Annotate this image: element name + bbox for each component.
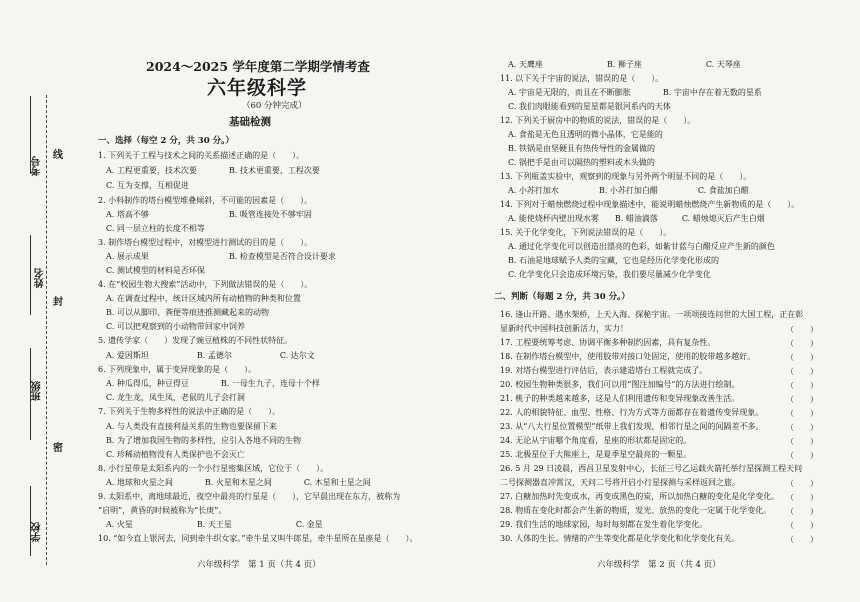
question-4: 4. 在“校园生物大搜索”活动中，下列做法错误的是（ ）。	[98, 280, 313, 289]
question-13-options: A. 小苏打加水 B. 小苏打加白醋 C. 食盐加白醋	[508, 186, 749, 195]
page-2-footer: 六年级科学 第 2 页（共 4 页）	[597, 560, 721, 570]
question-8-options: A. 地球和火星之间 B. 火星和木星之间 C. 木星和土星之间	[106, 478, 371, 487]
question-15-option-a: A. 通过化学变化可以创造出漂亮的色彩，如紫甘蓝与白醋反应产生新的颜色	[508, 242, 775, 251]
question-9: 9. 太阳系中，离地球最近，夜空中最亮的行星是（ ），它早晨出现在东方，被称为	[98, 492, 401, 501]
judgment-22: 22. 人的相貌特征、血型、性格、行为方式等方面都存在着遗传变异现象。	[500, 408, 764, 417]
exam-number-label: 考号	[32, 156, 43, 176]
question-4-option-a: A. 在调查过程中，统计区域内所有动植物的种类和位置	[106, 294, 301, 303]
exam-term-title: 2024～2025 学年度第二学期学情考查	[146, 59, 370, 74]
question-5: 5. 遗传学家（ ）发现了豌豆植株的不同性状特征。	[98, 336, 293, 345]
question-11: 11. 以下关于宇宙的说法，错误的是（ ）。	[500, 74, 664, 83]
class-label: 班级	[32, 381, 43, 401]
question-15-option-b: B. 石油是地球赋予人类的宝藏，它也是经历化学变化形成的	[508, 256, 719, 265]
name-field-line	[30, 235, 31, 315]
answer-blank-24[interactable]: （ ）	[786, 437, 818, 446]
question-9-continued: “启明”，黄昏的时候被称为“长庚”。	[98, 506, 227, 515]
answer-blank-29[interactable]: （ ）	[786, 521, 818, 530]
seal-dashed-line	[46, 95, 47, 565]
answer-blank-26[interactable]: （ ）	[786, 479, 818, 488]
answer-blank-28[interactable]: （ ）	[786, 507, 818, 516]
question-7-option-b: B. 为了增加我国生物的多样性，应引入各地不同的生物	[106, 436, 301, 445]
question-4-option-c: C. 可以把观察到的小动物带回家中饲养	[106, 322, 245, 331]
question-14: 14. 下列对于蜡烛燃烧过程中现象描述中，能说明蜡烛燃烧产生新物质的是（ ）。	[500, 200, 800, 209]
question-1-options-ab: A. 工程更重要，技术次要 B. 技术更重要，工程次要	[106, 166, 320, 175]
question-12-option-c: C. 锅把手是由可以隔热的塑料或木头做的	[508, 158, 655, 167]
seal-char-line: 线	[53, 150, 63, 161]
judgment-16-continued: 显新时代中国科技创新活力，实力！	[500, 324, 628, 333]
judgment-28: 28. 物质在变化时都会产生新的物质，发光、放热的变化一定属于化学变化。	[500, 506, 772, 515]
section-choice-heading: 一、选择（每空 2 分，共 30 分。）	[98, 136, 234, 146]
answer-blank-18[interactable]: （ ）	[786, 353, 818, 362]
binding-margin	[0, 0, 78, 602]
answer-blank-20[interactable]: （ ）	[786, 381, 818, 390]
school-field-line	[30, 486, 31, 556]
page-1	[92, 0, 488, 602]
question-6-option-c: C. 龙生龙，凤生凤，老鼠的儿子会打洞	[106, 393, 245, 402]
question-12-option-b: B. 铁锅是由坚硬且有热传导性的金属做的	[508, 144, 655, 153]
exam-number-field-line	[30, 96, 31, 174]
question-6-options-ab: A. 种瓜得瓜，种豆得豆 B. 一母生九子，连母十个样	[106, 379, 320, 388]
question-11-option-c: C. 我们肉眼能看到的星星都是银河系内的天体	[508, 102, 671, 111]
judgment-21: 21. 桃子的种类越来越多，这是人们利用遗传和变异现象改善生活。	[500, 394, 740, 403]
question-1-option-c: C. 互为支撑，互相促进	[106, 181, 189, 190]
exam-subject-title: 六年级科学	[207, 77, 308, 99]
question-15: 15. 关于化学变化，下列说法错误的是（ ）。	[500, 228, 672, 237]
judgment-25: 25. 北极星位于大熊座上，是夏季星空最亮的一颗星。	[500, 450, 692, 459]
question-10-options: A. 天鹰座 B. 狮子座 C. 天琴座	[508, 60, 741, 69]
question-7-option-a: A. 与人类没有直接利益关系的生物也要保留下来	[106, 422, 277, 431]
answer-blank-23[interactable]: （ ）	[786, 423, 818, 432]
page-2	[494, 0, 834, 602]
judgment-18: 18. 在制作塔台模型中，使用胶带对接口处固定，使用的胶带越多越好。	[500, 352, 756, 361]
answer-blank-25[interactable]: （ ）	[786, 451, 818, 460]
answer-blank-17[interactable]: （ ）	[786, 339, 818, 348]
question-14-options: A. 能使烧杯内壁出现水雾 B. 蜡油滴落 C. 蜡烛熄灭后产生白烟	[508, 214, 765, 223]
judgment-27: 27. 白糖加热时先变成水，再变成黑色的炭，所以加热白糖的变化是化学变化。	[500, 492, 780, 501]
question-15-option-c: C. 化学变化只会造成环境污染，我们要尽量减少化学变化	[508, 270, 711, 279]
question-7: 7. 下列关于生物多样性的说法中正确的是（ ）。	[98, 407, 281, 416]
question-4-option-b: B. 可以从脚印、粪便等痕迹推测藏起来的动物	[106, 308, 269, 317]
question-9-options: A. 火星 B. 天王星 C. 金星	[106, 520, 323, 529]
answer-blank-16[interactable]: （ ）	[786, 325, 818, 334]
judgment-26-continued: 二号探测器直冲霄汉，天问二号将开启小行星探测与采样返回之旅。	[500, 478, 740, 487]
judgment-20: 20. 校园生物种类很多，我们可以用“图注加编号”的方法进行绘制。	[500, 380, 740, 389]
judgment-16: 16. 逢山开路、遇水架桥，上天入海、探秘宇宙。一项项接连问世的大国工程，正在彰	[500, 310, 804, 319]
answer-blank-21[interactable]: （ ）	[786, 395, 818, 404]
judgment-30: 30. 人体的生长、情绪的产生等变化都是化学变化和化学变化有关。	[500, 534, 740, 543]
question-10: 10. “如今直上银河去，同到牵牛织女家。”牵牛星又叫牛郎星，牵牛星所在星座是（ ）。	[98, 534, 418, 543]
class-field-line	[30, 348, 31, 440]
question-6: 6. 下列现象中，属于变异现象的是（ ）。	[98, 365, 257, 374]
question-13: 13. 下列瓶盖实验中，观察到的现象与另外两个明显不同的是（ ）。	[500, 172, 752, 181]
basic-test-heading: 基础检测	[229, 116, 271, 128]
question-8: 8. 小行星带是太阳系内的一个小行星密集区域，它位于（ ）。	[98, 464, 329, 473]
judgment-24: 24. 无论从宇宙哪个角度看，星座的形状都是固定的。	[500, 436, 692, 445]
question-12: 12. 下列关于厨房中的物质的说法，错误的是（ ）。	[500, 116, 696, 125]
question-5-options: A. 爱因斯坦 B. 孟德尔 C. 达尔文	[106, 351, 315, 360]
question-7-option-c: C. 珍稀动植物没有人类保护也不会灭亡	[106, 450, 245, 459]
question-2: 2. 小科制作的塔台模型堆叠倾斜，不可能的因素是（ ）。	[98, 196, 313, 205]
section-judgment-heading: 二、判断（每题 2 分，共 30 分。）	[494, 292, 630, 302]
question-1: 1. 下列关于工程与技术之间的关系描述正确的是（ ）。	[98, 151, 305, 160]
seal-char-mi: 密	[53, 443, 63, 454]
school-label: 学校	[32, 522, 43, 542]
name-label: 姓名	[35, 268, 46, 288]
judgment-17: 17. 工程要统筹考虑、协调平衡多种制约因素，具有复杂性。	[500, 338, 716, 347]
question-3-options-ab: A. 展示成果 B. 检查模型是否符合设计要求	[106, 252, 336, 261]
judgment-26: 26. 5 月 29 日凌晨，西昌卫星发射中心，长征三号乙运载火箭托举行星探测工程天问	[500, 464, 803, 473]
answer-blank-30[interactable]: （ ）	[786, 535, 818, 544]
answer-blank-22[interactable]: （ ）	[786, 409, 818, 418]
question-2-options-ab: A. 塔高不够 B. 吸管连接处不够牢固	[106, 210, 312, 219]
answer-blank-19[interactable]: （ ）	[786, 367, 818, 376]
judgment-29: 29. 我们生活的地球家园，每时每刻都在发生着化学变化。	[500, 520, 708, 529]
answer-blank-27[interactable]: （ ）	[786, 493, 818, 502]
question-12-option-a: A. 食盐是无色且透明的微小晶体，它是能的	[508, 130, 663, 139]
exam-duration: （60 分钟完成）	[242, 101, 307, 111]
question-3: 3. 制作塔台模型过程中，对模型进行测试的目的是（ ）。	[98, 238, 313, 247]
question-11-options-ab: A. 宇宙是无限的，而且在不断膨胀 B. 宇宙中存在着无数的星系	[508, 88, 762, 97]
judgment-23: 23. 从“八大行星位置模型”纸带上我们发现，相邻行星之间的间隔差不多。	[500, 422, 764, 431]
seal-char-feng: 封	[53, 297, 63, 308]
judgment-19: 19. 对塔台模型进行评估后，表示建造塔台工程就完成了。	[500, 366, 708, 375]
question-3-option-c: C. 测试模型的材料是否环保	[106, 266, 205, 275]
page-1-footer: 六年级科学 第 1 页（共 4 页）	[197, 560, 321, 570]
question-2-option-c: C. 同一层立柱的长度不相等	[106, 224, 205, 233]
